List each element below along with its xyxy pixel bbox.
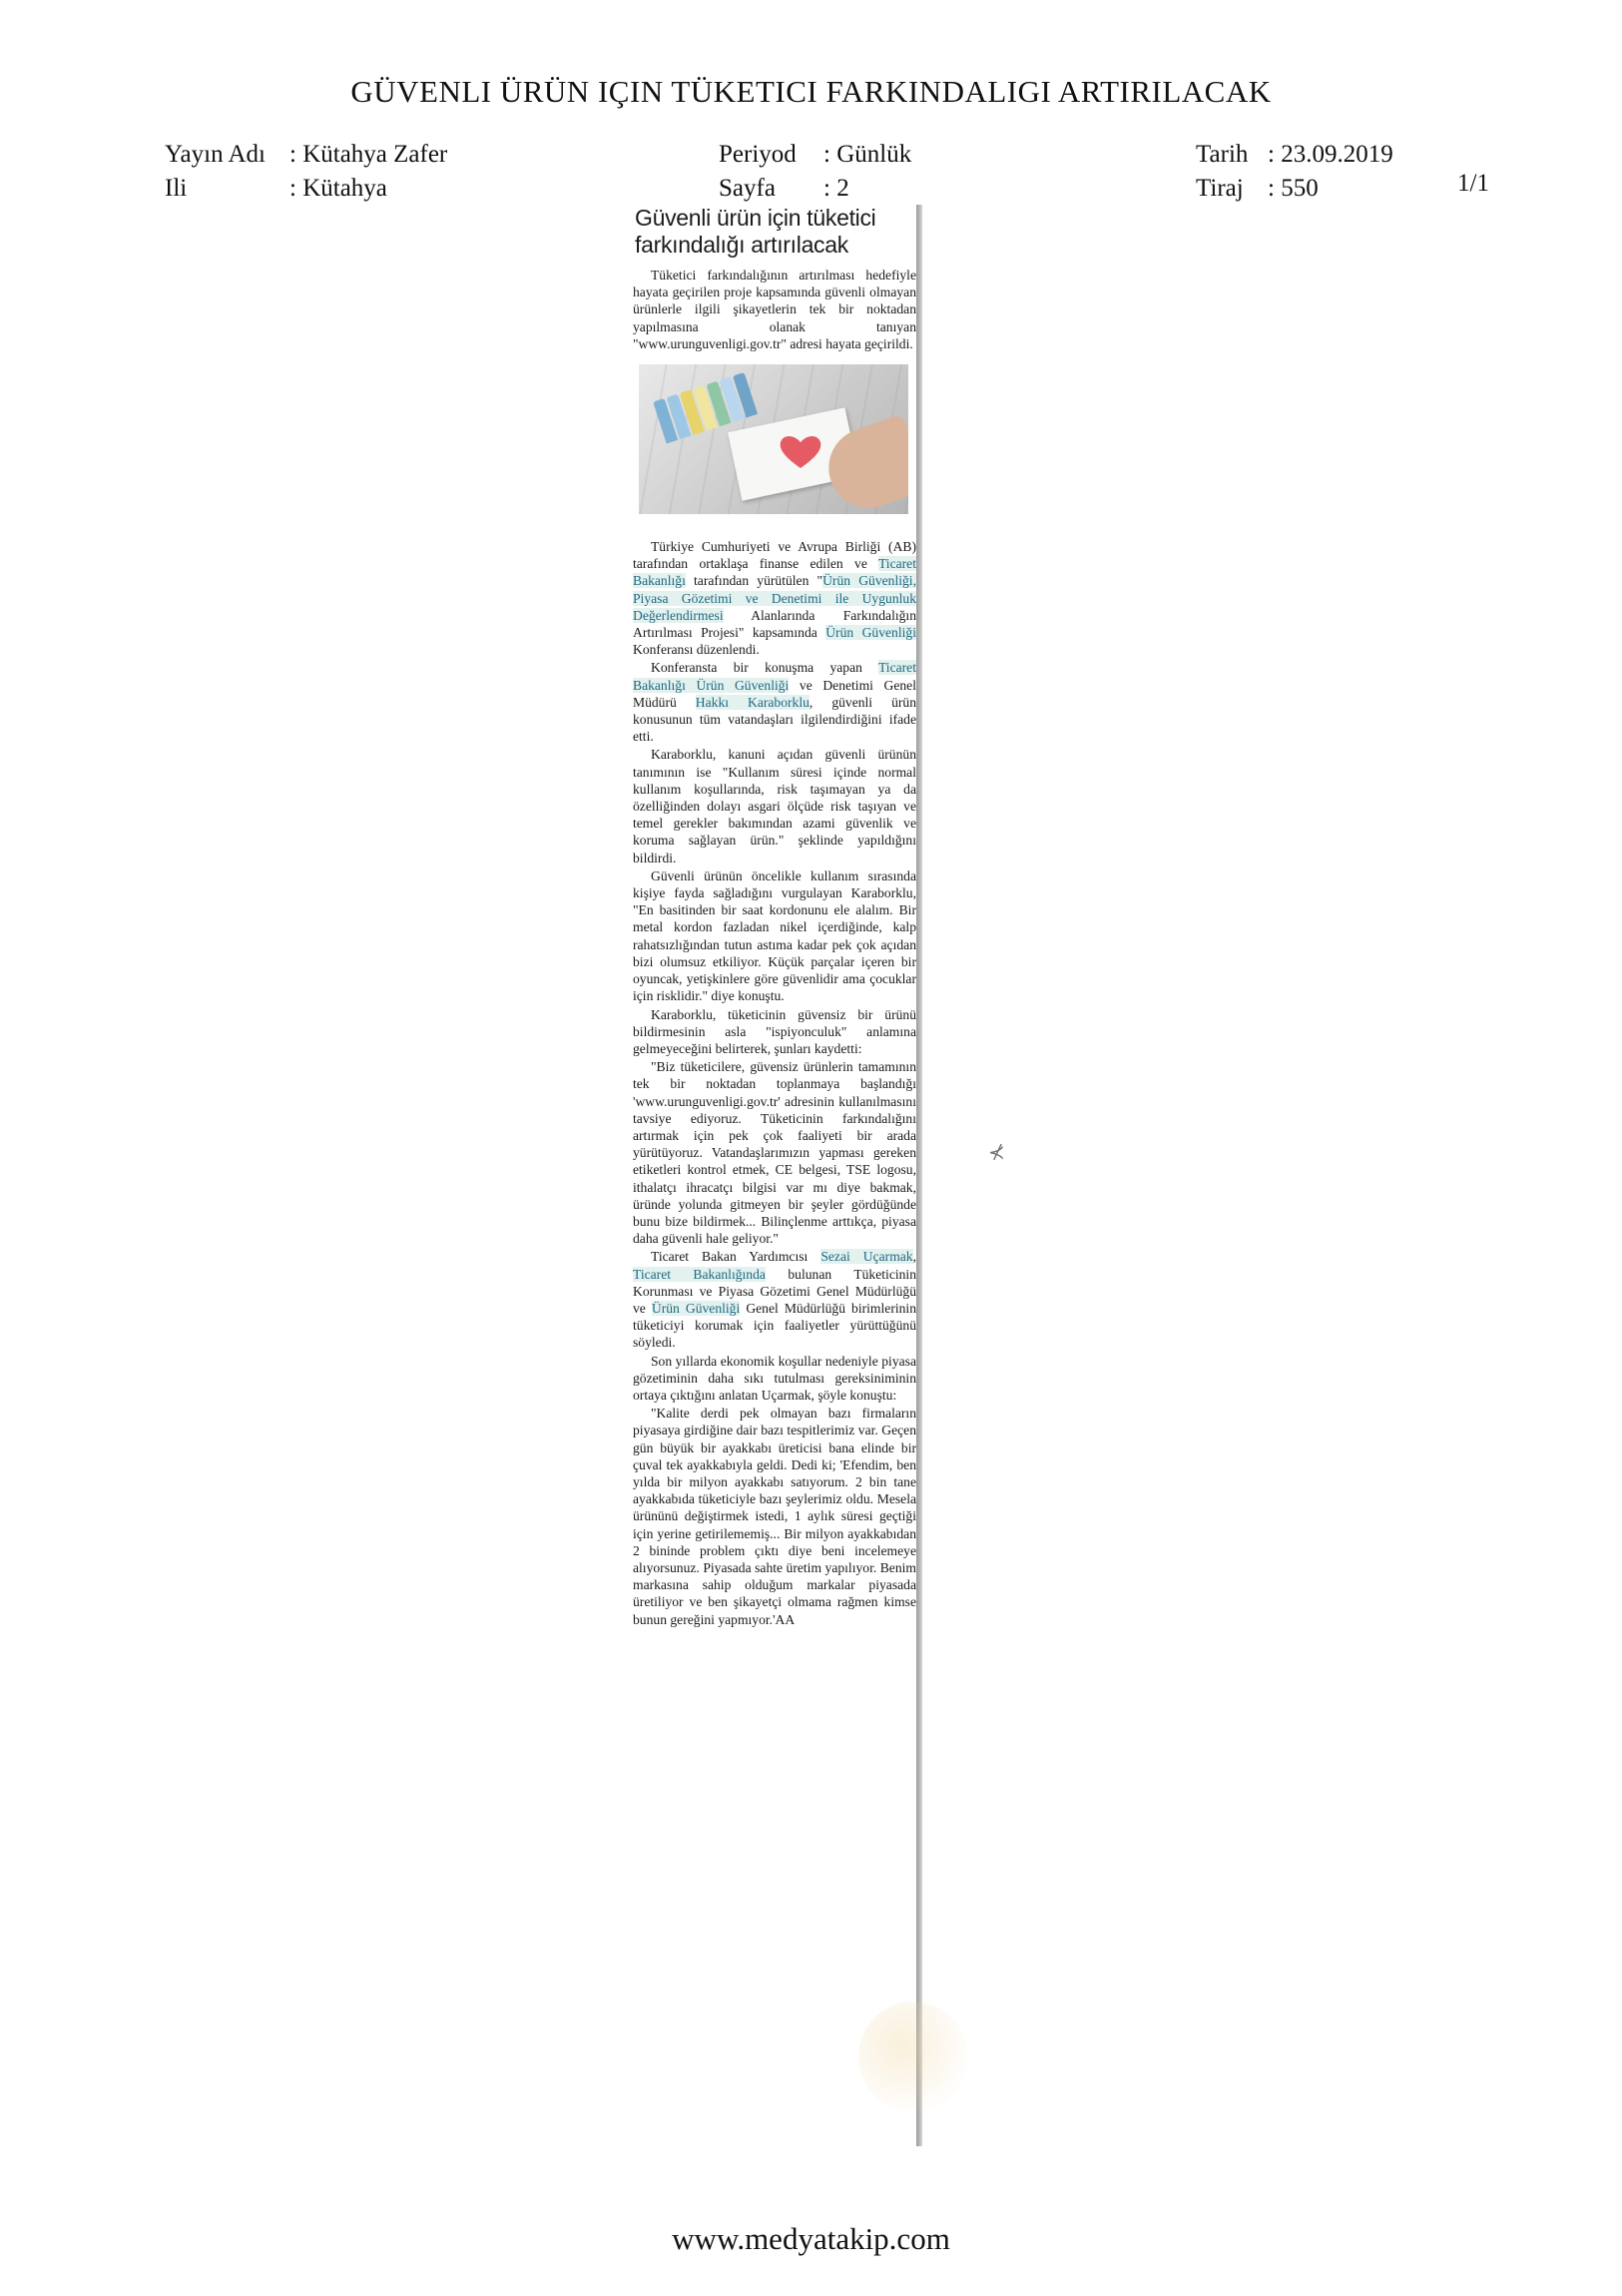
paragraph-3: Karaborklu, kanuni açıdan güvenli ürünün tanımının ise "Kullanım süresi içinde normal kullanım koşullarında, risk taşımayan ya da özelliğinden dolayı asgari ölçüde risk taşıyan ve temel gerekler bakımından azami güvenlik ve koruma sağlayan ürün." şeklinde yapıldığını bildirdi.: [633, 747, 916, 865]
yayin-value: : Kütahya Zafer: [289, 141, 448, 168]
heart-icon: [777, 432, 824, 472]
sayfa-label: Sayfa: [719, 175, 776, 202]
ili-value: : Kütahya: [289, 175, 387, 202]
article-photo: [639, 364, 908, 514]
article-lead: Tüketici farkındalığının artırılması hedefiyle hayata geçirilen proje kapsamında güvenli olmayan ürünlerle ilgili şikayetlerin tek bir noktadan yapılmasına olanak tanıyan "www.urunguvenligi.gov.tr" adresi hayata geçirildi.: [633, 268, 916, 351]
paragraph-2: Konferansta bir konuşma yapan Ticaret Bakanlığı Ürün Güvenliği ve Denetimi Genel Müdürü Hakkı Karaborklu, güvenli ürün konusunun tüm vatandaşları ilgilendirdiğini ifade etti.: [633, 660, 916, 745]
yayin-label: Yayın Adı: [165, 141, 266, 168]
watermark-logo: [858, 2002, 968, 2111]
ili-label: Ili: [165, 175, 188, 202]
clipping-shadow: [916, 205, 922, 2146]
article-headline: Güvenli ürün için tüketici farkındalığı artırılacak: [635, 205, 876, 258]
margin-mark: ⊀: [988, 1142, 1005, 1164]
meta-left: [165, 138, 447, 206]
paragraph-6: "Biz tüketicilere, güvensiz ürünlerin tamamının tek bir noktadan toplanmaya başlandığı 'www.urunguvenligi.gov.tr' adresinin kullanılmasını tavsiye ediyoruz. Tüketicinin farkındalığını artırmak için pek çok faaliyeti bir arada yürütüyoruz. Vatandaşlarımızın yapması gereken etiketleri kontrol etmek, CE belgesi, TSE logosu, ithalatçı ihracatçı bilgisi var mı diye bakmak, üründe yolunda gitmeyen bir şeyler gördüğünde bunu bize bildirmek... Bilinçlenme arttıkça, piyasa daha güvenli hale geliyor.": [633, 1059, 916, 1247]
meta-middle: [719, 138, 911, 206]
page-count: 1/1: [1457, 170, 1489, 197]
periyod-label: Periyod: [719, 141, 797, 168]
paragraph-5: Karaborklu, tüketicinin güvensiz bir ürünü bildirmesinin asla "ispiyonculuk" anlamına gelmeyeceğini belirterek, şunları kaydetti:: [633, 1006, 916, 1056]
tiraj-label: Tiraj: [1196, 175, 1244, 202]
paragraph-8: Son yıllarda ekonomik koşullar nedeniyle piyasa gözetiminin daha sıkı tutulması gereksiniminin ortaya çıktığını anlatan Uçarmak, şöyle konuştu:: [633, 1353, 916, 1403]
newspaper-clipping: [633, 205, 916, 2146]
sayfa-value: : 2: [823, 175, 849, 202]
tiraj-value: : 550: [1268, 175, 1319, 202]
meta-right: [1196, 138, 1393, 206]
tarih-value: : 23.09.2019: [1268, 141, 1393, 168]
paragraph-7: Ticaret Bakan Yardımcısı Sezai Uçarmak, Ticaret Bakanlığında bulunan Tüketicinin Korunması ve Piyasa Gözetimi Genel Müdürlüğü ve Ürün Güvenliği Genel Müdürlüğü birimlerinin tüketiciyi korumak için faaliyetler yürüttüğünü söyledi.: [633, 1249, 917, 1351]
paragraph-9: "Kalite derdi pek olmayan bazı firmaların piyasaya girdiğine dair bazı tespitlerimiz var. Geçen gün büyük bir ayakkabı üreticisi bana elinde bir çuval tek ayakkabıyla geldi. Dedi ki; 'Efendim, ben yılda bir milyon ayakkabı satıyorum. 2 bin tane ayakkabıda tüketiciyle bazı şeylerimiz oldu. Mesela ürününü değiştirmek istedi, 1 aylık süresi geçtiği için yerine getirilememiş... Bir milyon ayakkabıdan 2 bininde problem çıktı diye beni incelemeye alıyorsunuz. Piyasada sahte üretim yapılıyor. Benim markasına sahip olduğum markalar piyasada üretiliyor ve ben şikayetçi olmama rağmen kimse bunun gereğini yapmıyor.'AA: [633, 1406, 916, 1627]
paragraph-1: Türkiye Cumhuriyeti ve Avrupa Birliği (AB) tarafından ortaklaşa finanse edilen ve Ticaret Bakanlığı tarafından yürütülen "Ürün Güvenliği, Piyasa Gözetimi ve Denetimi ile Uygunluk Değerlendirmesi Alanlarında Farkındalığın Artırılması Projesi" kapsamında Ürün Güvenliği Konferansı düzenlendi.: [633, 539, 916, 658]
article-body: [633, 538, 916, 1628]
paragraph-4: Güvenli ürünün öncelikle kullanım sırasında kişiye fayda sağladığını vurgulayan Karaborklu, "En basitinden bir saat kordonunu ele alalım. Bir metal kordon fazladan nikel içerdiğinde, kalp rahatsızlığından tutun astıma kadar pek çok açıdan bizi olumsuz etkiliyor. Küçük parçalar içeren bir oyuncak, yetişkinlere göre güvenlidir ama çocuklar için risklidir." diye konuştu.: [633, 867, 916, 1004]
page-title: GÜVENLI ÜRÜN IÇIN TÜKETICI FARKINDALIGI ARTIRILACAK: [350, 74, 1272, 109]
tarih-label: Tarih: [1196, 141, 1249, 168]
periyod-value: : Günlük: [823, 141, 912, 168]
footer-url: www.medyatakip.com: [672, 2221, 950, 2256]
